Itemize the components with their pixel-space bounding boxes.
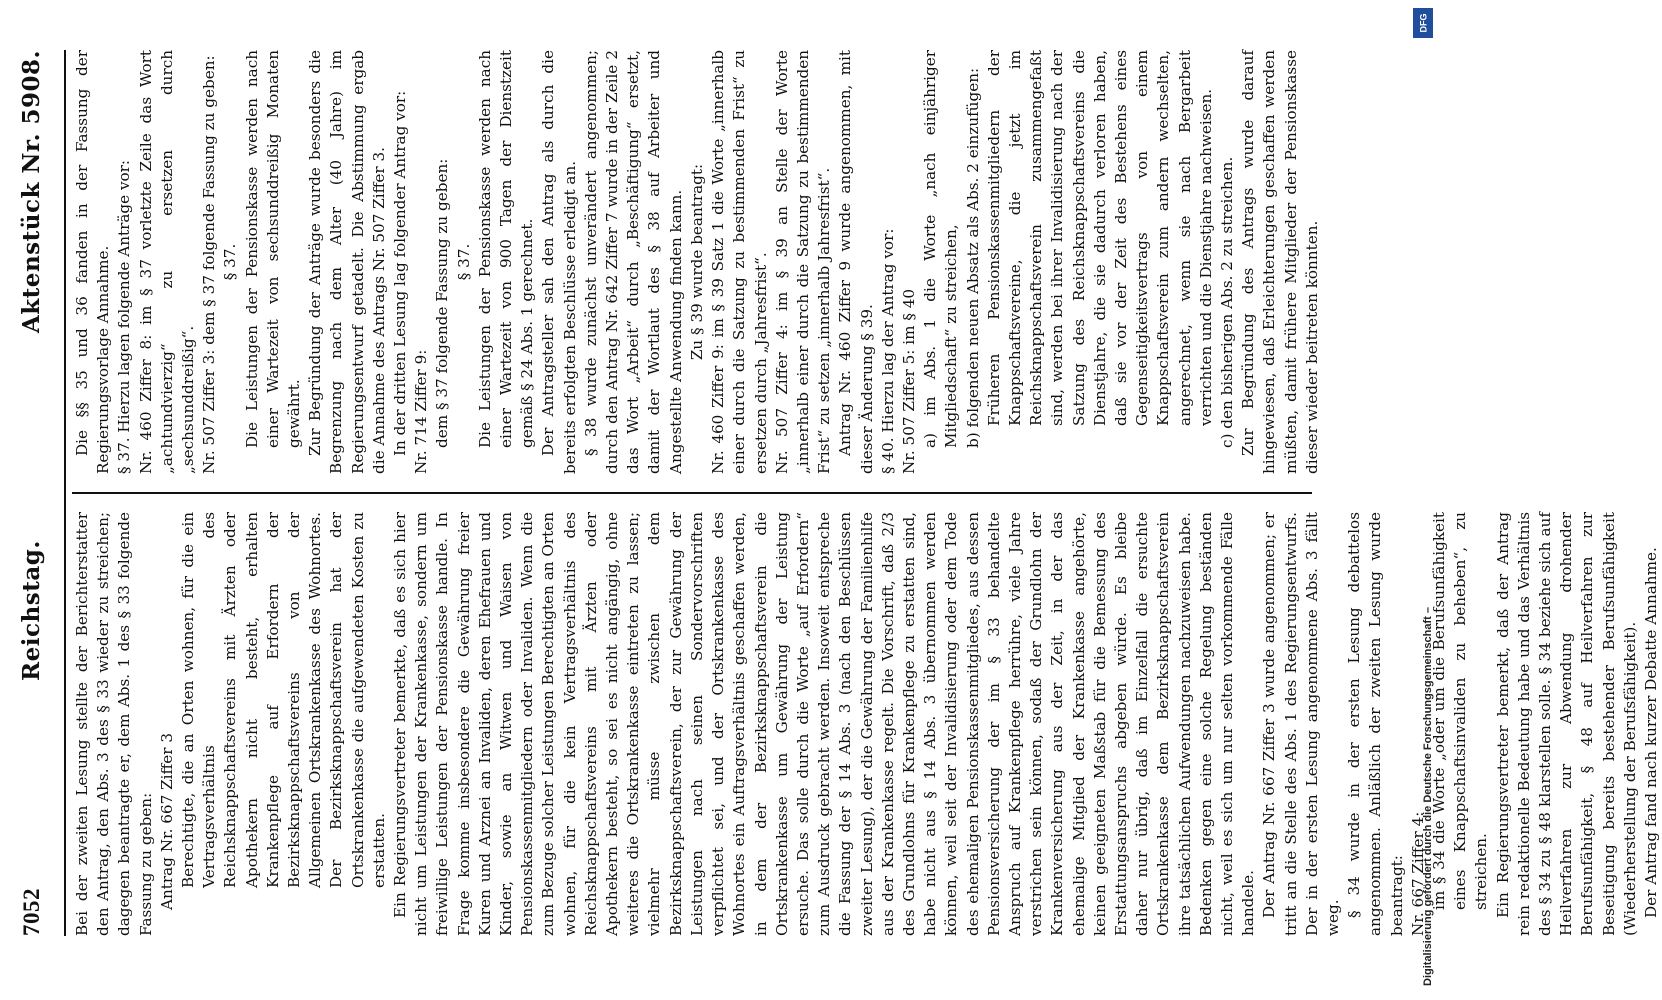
column-separator — [72, 492, 1312, 494]
paragraph: § 37. — [454, 243, 473, 281]
paragraph: Bei der zweiten Lesung stellte der Berichterstatter den Antrag, den Abs. 3 des § 33 wieder zu streichen; dagegen beantragte er, dem Abs. 1 des § 33 folgende Fassung zu geben: — [73, 512, 155, 936]
paragraph: Die Leistungen der Pensionskasse werden nach einer Wartezeit von 900 Tagen der Dienstzeit gemäß § 24 Abs. 1 gerechnet. — [475, 50, 537, 448]
paragraph: § 37. Hierzu lagen folgende Anträge vor: — [115, 159, 134, 474]
paragraph: Antrag Nr. 460 Ziffer 9 wurde angenommen, mit dieser Änderung § 39. — [836, 50, 876, 474]
paragraph: Zur Begründung des Antrags wurde darauf hingewiesen, daß Erleichterungen geschaffen werden müßten, damit frühere Mitglieder der Pensionskasse dieser wieder beitreten könnten. — [1239, 50, 1321, 474]
paragraph: Antrag Nr. 667 Ziffer 3 — [157, 732, 176, 910]
paragraph: Der Antrag fand nach kurzer Debatte Annahme. — [1642, 547, 1661, 918]
document-number: Aktenstück Nr. 5908. — [18, 50, 45, 334]
paragraph: Nr. 460 Ziffer 8: im § 37 vorletzte Zeile das Wort „achtundvierzig“ zu ersetzen durch „sechsunddreißig“. — [136, 50, 198, 474]
paragraph: c) den bisherigen Abs. 2 zu streichen. — [1217, 156, 1236, 448]
paragraph: Nr. 507 Ziffer 4: im § 39 an Stelle der Worte „innerhalb einer durch die Satzung zu bestimmenden Frist“ zu setzen „innerhalb Jahresfrist“. — [772, 50, 834, 474]
paragraph: Nr. 460 Ziffer 9: im § 39 Satz 1 die Worte „innerhalb einer durch die Satzung zu bestimmenden Frist“ zu ersetzen durch „Jahresfrist“. — [709, 50, 770, 474]
dfg-logo-text: DFG — [1418, 13, 1428, 33]
parliament-name: Reichstag. — [18, 540, 45, 681]
paragraph: § 34 wurde in der ersten Lesung debattelos angenommen. Anläßlich der zweiten Lesung wurde beantragt: — [1345, 512, 1406, 936]
paragraph: Nr. 507 Ziffer 3: dem § 37 folgende Fassung zu geben: — [200, 55, 219, 474]
digitization-note: Digitalisierung gefördert durch die Deutsche Forschungsgemeinschaft – — [1422, 607, 1434, 986]
paragraph: Die §§ 35 und 36 fanden in der Fassung der Regierungsvorlage Annahme. — [73, 50, 113, 474]
paragraph: b) folgenden neuen Absatz als Abs. 2 einzufügen: — [963, 67, 982, 448]
paragraph: Nr. 507 Ziffer 5: im § 40 — [899, 288, 918, 474]
header-rule — [64, 50, 66, 936]
paragraph: Zu § 39 wurde beantragt: — [687, 163, 706, 361]
paragraph: Ein Regierungsvertreter bemerkt, daß der Antrag rein redaktionelle Bedeutung habe und das Verhältnis des § 34 zu § 48 klarstellen solle. § 34 beziehe sich auf Heilverfahren zur Abwendung drohender Berufsunfähigkeit, § 48 auf Heilverfahren zur Beseitigung bereits bestehender Berufsunfähigkeit (Wiederherstellung der Berufsfähigkeit). — [1493, 512, 1639, 936]
paragraph: Berechtigte, die an Orten wohnen, für die ein Vertragsverhältnis des Reichsknappschaftsvereins mit Ärzten oder Apothekern nicht besteht, erhalten Krankenpflege auf Erfordern der Bezirksknappschaftsvereins von der Allgemeinen Ortskrankenkasse des Wohnortes. Der Bezirksknappschaftsverein hat der Ortskrankenkasse die aufgewendeten Kosten zu erstatten. — [179, 512, 388, 888]
paragraph: § 37. — [221, 243, 240, 281]
dfg-logo-icon — [1413, 8, 1433, 38]
paragraph: § 40. Hierzu lag der Antrag vor: — [878, 228, 897, 474]
page-number: 7052 — [19, 888, 44, 936]
right-column — [72, 50, 1321, 474]
paragraph: dem § 37 folgende Fassung zu geben: — [433, 158, 452, 448]
paragraph: Nr. 667 Ziffer 4: — [1408, 811, 1427, 936]
paragraph: In der dritten Lesung lag folgender Antrag vor: — [391, 90, 410, 456]
paragraph: Zur Begründung der Anträge wurde besonders die Begrenzung nach dem Alter (40 Jahre) im Regierungsentwurf getadelt. Die Abstimmung ergab die Annahme des Antrags Nr. 507 Ziffer 3. — [306, 50, 388, 474]
paragraph: Die Leistungen der Pensionskasse werden nach einer Wartezeit von sechsunddreißig Monaten gewährt. — [242, 50, 304, 448]
page-header — [18, 50, 64, 936]
paragraph: Der Antragsteller sah den Antrag als durch die bereits erfolgten Beschlüsse erledigt an. — [539, 50, 579, 474]
paragraph: Der Antrag Nr. 667 Ziffer 3 wurde angenommen; er tritt an die Stelle des Abs. 1 des Regierungsentwurfs. Der in der ersten Lesung angenommene Abs. 3 fällt weg. — [1260, 512, 1342, 936]
paragraph: a) im Abs. 1 die Worte „nach einjähriger Mitgliedschaft“ zu streichen, — [921, 50, 961, 448]
paragraph: Nr. 714 Ziffer 9: — [412, 349, 431, 474]
paragraph: im § 34 die Worte „oder um die Berufsunfähigkeit eines Knappschaftsinvaliden zu beheben“, zu streichen. — [1430, 512, 1491, 910]
paragraph: Ein Regierungsvertreter bemerkte, daß es sich hier nicht um Leistungen der Krankenkasse, sondern um freiwillige Leistungen der Pensionskasse handle. In Frage komme insbesondere die Gewährung freier Kuren und Arznei an Invaliden, deren Ehefrauen und Kinder, sowie an Witwen und Waisen von Pensionskassenmitgliedern oder Invaliden. Wenn die zum Bezuge solcher Leistungen Berechtigten an Orten wohnen, für die kein Vertragsverhältnis des Reichsknappschaftsvereins mit Ärzten oder Apothekern besteht, so sei es nicht angängig, ohne weiteres die Ortskrankenkasse eintreten zu lassen; vielmehr müsse zwischen dem Bezirksknappschaftsverein, der zur Gewährung der Leistungen nach seinen Sondervorschriften verpflichtet sei, und der Ortskrankenkasse des Wohnortes ein Auftragsverhältnis geschaffen werden, in dem der Bezirksknappschaftsverein die Ortskrankenkasse um Gewährung der Leistung ersuche. Das solle durch die Worte „auf Erfordern“ zum Ausdruck gebracht werden. Insoweit entspreche die Fassung der § 14 Abs. 3 (nach den Beschlüssen zweiter Lesung), der die Gewährung der Familienhilfe aus der Krankenkasse regelt. Die Vorschrift, daß 2/3 des Grundlohns für Krankenpflege zu erstatten sind, habe nicht aus § 14 Abs. 3 übernommen werden können, weil seit der Invalidisierung oder dem Tode des ehemaligen Pensionskassenmitgliedes, aus dessen Pensionsversicherung der im § 33 behandelte Anspruch auf Krankenpflege herrühre, viele Jahre verstrichen sein können, sodaß der Grundlohn der Krankenversicherung aus der Zeit, in der das ehemalige Mitglied der Krankenkasse angehörte, keinen geeigneten Maßstab für die Bemessung des Erstattungsanspruchs abgeben würde. Es bleibe daher nur übrig, daß im Einzelfall die ersuchte Ortskrankenkasse dem Bezirksknappschaftsverein ihre tatsächlichen Aufwendungen nachzuweisen habe. Bedenken gegen eine solche Regelung beständen nicht, weil es sich um nur selten vorkommende Fälle handele. — [391, 512, 1258, 936]
paragraph: § 38 wurde zunächst unverändert angenommen; durch den Antrag Nr. 642 Ziffer 7 wurde in der Zeile 2 das Wort „Arbeit“ durch „Beschäftigung“ ersetzt, damit der Wortlaut des § 38 auf Arbeiter und Angestellte Anwendung finden kann. — [581, 50, 685, 474]
paragraph: Früheren Pensionskassenmitgliedern der Knappschaftsvereine, die jetzt im Reichsknappschaftsverein zusammengefaßt sind, werden bei ihrer Invalidisierung nach der Satzung des Reichsknappschaftsvereins die Dienstjahre, die sie dadurch verloren haben, daß sie vor der Zeit des Bestehens eines Gegenseitigkeitsvertrags von einem Knappschaftsverein zum andern wechselten, angerechnet, wenn sie nach Bergarbeit verrichten und die Dienstjahre nachweisen. — [984, 50, 1215, 426]
